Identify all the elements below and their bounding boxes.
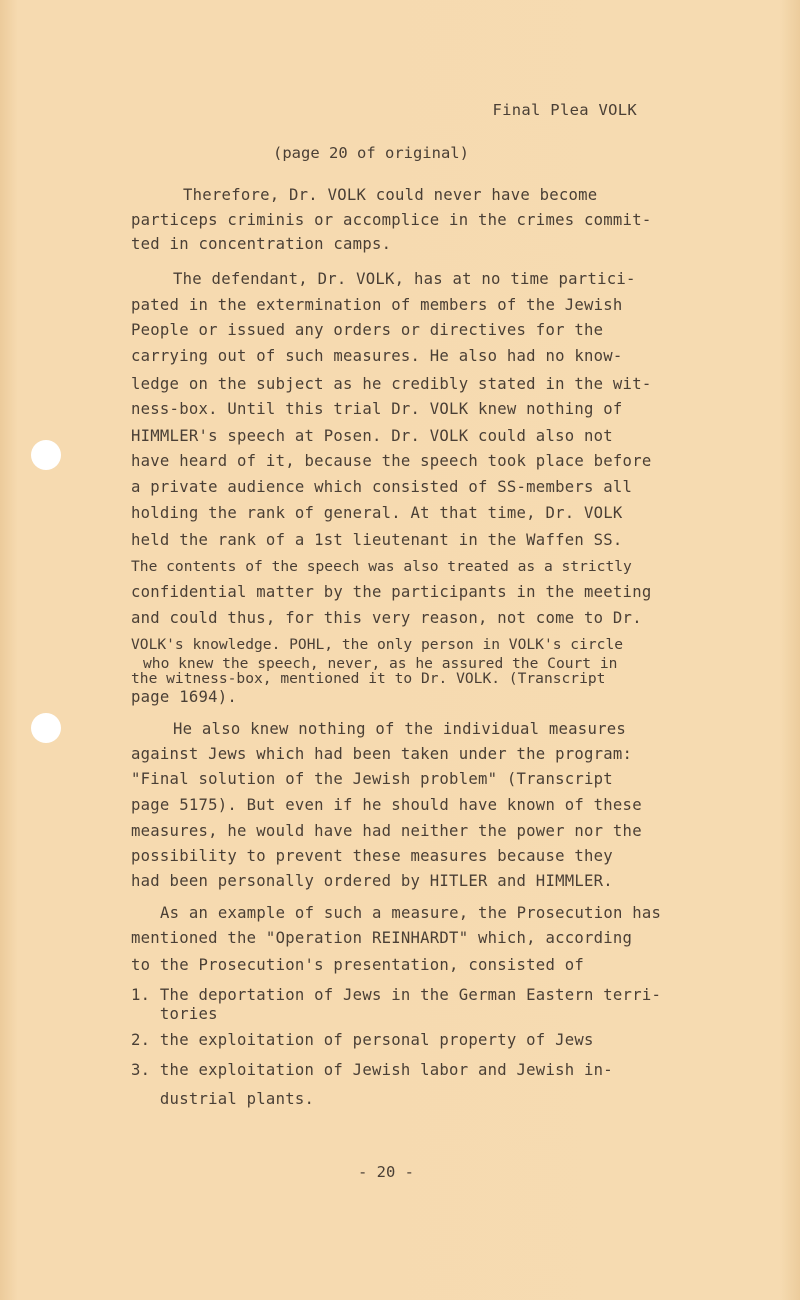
text-line: to the Prosecution's presentation, consisted of bbox=[131, 956, 584, 974]
text-line: page 5175). But even if he should have known of these bbox=[131, 796, 642, 814]
text-line: held the rank of a 1st lieutenant in the Waffen SS. bbox=[131, 531, 623, 549]
text-line: had been personally ordered by HITLER and HIMMLER. bbox=[131, 872, 613, 890]
text-line: carrying out of such measures. He also had no know- bbox=[131, 347, 623, 365]
text-line: HIMMLER's speech at Posen. Dr. VOLK could also not bbox=[131, 427, 613, 445]
list-item: 2. the exploitation of personal property of Jews bbox=[131, 1031, 594, 1049]
text-line: The contents of the speech was also treated as a strictly bbox=[131, 558, 632, 575]
text-line: have heard of it, because the speech took place before bbox=[131, 452, 652, 470]
list-item: 3. the exploitation of Jewish labor and Jewish in- bbox=[131, 1061, 613, 1079]
page-number: - 20 - bbox=[358, 1163, 414, 1181]
text-line: VOLK's knowledge. POHL, the only person in VOLK's circle bbox=[131, 636, 624, 653]
text-line: The defendant, Dr. VOLK, has at no time partici- bbox=[173, 270, 636, 288]
list-item: 1. The deportation of Jews in the German Eastern terri- bbox=[131, 986, 662, 1004]
text-line: Therefore, Dr. VOLK could never have become bbox=[183, 186, 598, 204]
text-line: measures, he would have had neither the power nor the bbox=[131, 822, 642, 840]
text-line: He also knew nothing of the individual measures bbox=[173, 720, 626, 738]
text-line: confidential matter by the participants in the meeting bbox=[131, 583, 652, 601]
list-item: tories bbox=[131, 1005, 218, 1023]
text-line: against Jews which had been taken under the program: bbox=[131, 745, 633, 763]
text-line: "Final solution of the Jewish problem" (Transcript bbox=[131, 770, 613, 788]
text-line: As an example of such a measure, the Prosecution has bbox=[160, 904, 662, 922]
text-line: and could thus, for this very reason, not come to Dr. bbox=[131, 609, 642, 627]
text-line: the witness-box, mentioned it to Dr. VOLK. (Transcript bbox=[131, 670, 606, 687]
text-line: mentioned the "Operation REINHARDT" which, according bbox=[131, 929, 633, 947]
text-line: who knew the speech, never, as he assured the Court in bbox=[143, 655, 618, 672]
text-line: a private audience which consisted of SS-members all bbox=[131, 478, 633, 496]
text-line: holding the rank of general. At that time, Dr. VOLK bbox=[131, 504, 623, 522]
list-item: dustrial plants. bbox=[131, 1090, 315, 1108]
text-line: ledge on the subject as he credibly stated in the wit- bbox=[131, 375, 652, 393]
text-line: page 1694). bbox=[131, 688, 238, 706]
text-line: pated in the extermination of members of the Jewish bbox=[131, 296, 623, 314]
text-line: People or issued any orders or directives for the bbox=[131, 321, 604, 339]
text-line: possibility to prevent these measures because they bbox=[131, 847, 613, 865]
page-header: Final Plea VOLK bbox=[492, 101, 637, 119]
text-line: particeps criminis or accomplice in the crimes commit- bbox=[131, 211, 652, 229]
page-subtitle: (page 20 of original) bbox=[273, 144, 469, 162]
punch-hole bbox=[31, 440, 61, 470]
text-line: ness-box. Until this trial Dr. VOLK knew nothing of bbox=[131, 400, 623, 418]
text-line: ted in concentration camps. bbox=[131, 235, 392, 253]
punch-hole bbox=[31, 713, 61, 743]
